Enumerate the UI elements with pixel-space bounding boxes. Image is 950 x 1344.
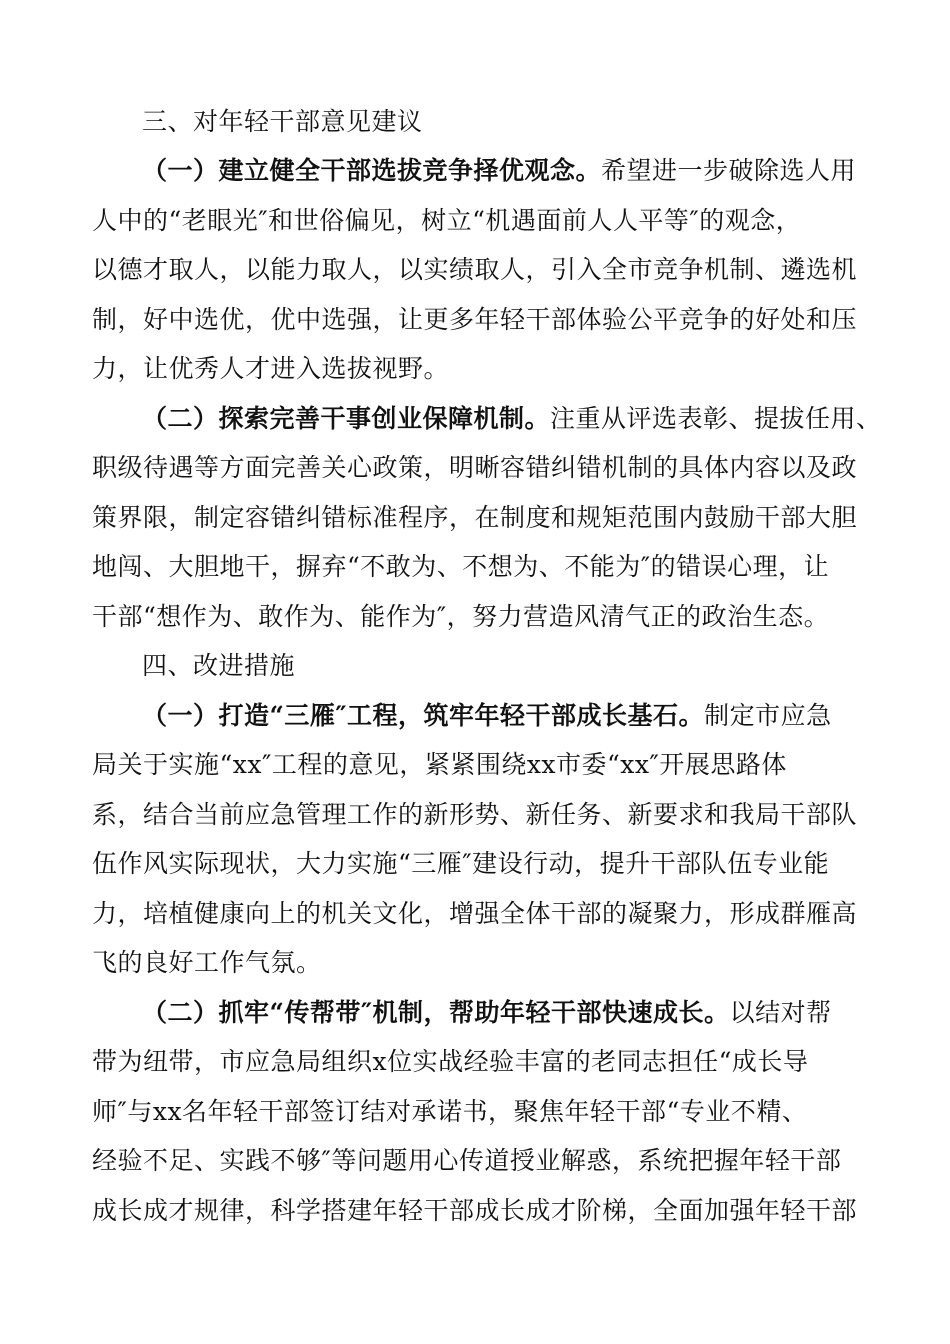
section-heading-3: 三、对年轻干部意见建议 <box>142 107 423 136</box>
paragraph-text: 注重从评选表彰、提拔任用、 <box>550 404 882 433</box>
paragraph-line: 人中的“老眼光″和世俗偏见，树立“机遇面前人人平等″的观念， <box>92 206 802 235</box>
paragraph-line <box>142 154 922 188</box>
paragraph-line: 师″与xx名年轻干部签订结对承诺书，聚焦年轻干部“专业不精、 <box>92 1097 808 1126</box>
paragraph-lead: （二）探索完善干事创业保障机制。 <box>142 404 551 433</box>
paragraph-text: 希望进一步破除选人用 <box>601 156 857 185</box>
paragraph-lead: （一）建立健全干部选拔竞争择优观念。 <box>142 156 602 185</box>
paragraph-line: 地闯、大胆地干，摒弃“不敢为、不想为、不能为″的错误心理，让 <box>92 552 830 581</box>
section-heading-4: 四、改进措施 <box>142 651 296 680</box>
paragraph-line: 干部“想作为、敢作为、能作为″，努力营造风清气正的政治生态。 <box>92 602 830 631</box>
paragraph-line <box>142 996 922 1030</box>
paragraph-line <box>142 699 922 733</box>
paragraph-line: 策界限，制定容错纠错标准程序，在制度和规矩范围内鼓励干部大胆 <box>92 503 858 532</box>
paragraph-text: 以结对帮 <box>729 998 832 1027</box>
paragraph-line: 经验不足、实践不够″等问题用心传道授业解惑，系统把握年轻干部 <box>92 1146 842 1175</box>
paragraph-line: 力，让优秀人才进入选拔视野。 <box>92 354 450 383</box>
paragraph-line: 伍作风实际现状，大力实施“三雁″建设行动，提升干部队伍专业能 <box>92 849 830 878</box>
paragraph-text: 制定市应急 <box>704 701 832 730</box>
paragraph-line: 制，好中选优，优中选强，让更多年轻干部体验公平竞争的好处和压 <box>92 305 858 334</box>
paragraph-line: 带为纽带，市应急局组织x位实战经验丰富的老同志担任“成长导 <box>92 1047 809 1076</box>
paragraph-line <box>142 402 922 436</box>
paragraph-lead: （二）抓牢“传帮带″机制，帮助年轻干部快速成长。 <box>142 998 730 1027</box>
paragraph-line: 成长成才规律，科学搭建年轻干部成长成才阶梯，全面加强年轻干部 <box>92 1196 858 1225</box>
paragraph-line: 系，结合当前应急管理工作的新形势、新任务、新要求和我局干部队 <box>92 800 858 829</box>
paragraph-line: 职级待遇等方面完善关心政策，明晰容错纠错机制的具体内容以及政 <box>92 453 858 482</box>
paragraph-line: 力，培植健康向上的机关文化，增强全体干部的凝聚力，形成群雁高 <box>92 899 858 928</box>
paragraph-line: 飞的良好工作气氛。 <box>92 948 322 977</box>
paragraph-lead: （一）打造“三雁″工程，筑牢年轻干部成长基石。 <box>142 701 705 730</box>
paragraph-line: 局关于实施“xx″工程的意见，紧紧围绕xx市委“xx″开展思路体 <box>92 750 787 779</box>
paragraph-line: 以德才取人，以能力取人，以实绩取人，引入全市竞争机制、遴选机 <box>92 255 858 284</box>
